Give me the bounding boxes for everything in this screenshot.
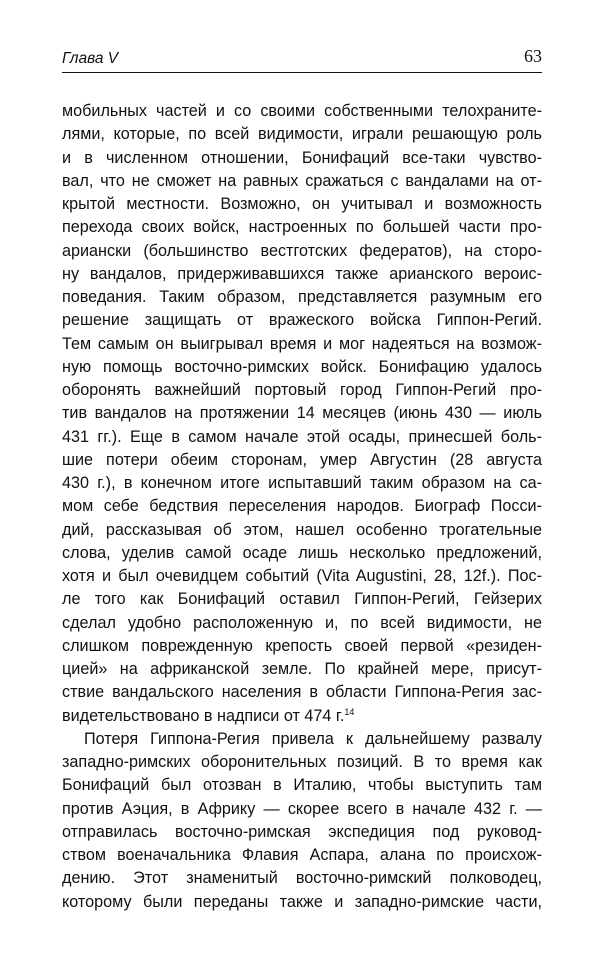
text-line: ством военачальника Флавия Аспара, алана по происхож- xyxy=(62,846,542,864)
paragraph-2 xyxy=(62,728,542,914)
text-line-first: Потеря Гиппона-Регия привела к дальнейшему развалу xyxy=(84,729,542,748)
page-number: 63 xyxy=(524,46,542,66)
text-line: мобильных частей и со своими собственными телохраните- xyxy=(62,102,542,120)
text-line: ную помощь восточно-римских войск. Бонифацию удалось xyxy=(62,357,542,376)
text-line: слова, уделив самой осаде лишь несколько предложений, xyxy=(62,543,542,562)
text-line: дению. Этот знаменитый восточно-римский полководец, xyxy=(62,869,542,888)
text-fragment: видетельствовано в надписи от 474 г. xyxy=(62,706,345,725)
header-rule xyxy=(62,72,542,73)
text-line: оборонять важнейший портовый город Гиппон-Регий про- xyxy=(62,381,542,399)
text-line: крытой местности. Возможно, он учитывал и возможность xyxy=(62,195,542,213)
text-line: шие потери обеим сторонам, умер Августин (28 августа xyxy=(62,450,542,469)
running-head: Глава V xyxy=(62,50,119,67)
text-line: и в численном отношении, Бонифаций все-таки чувство- xyxy=(62,148,542,167)
text-line: ствие вандальского населения в области Гиппона-Регия зас- xyxy=(62,683,542,702)
text-line: ле того как Бонифаций оставил Гиппон-Регий, Гейзерих xyxy=(62,590,542,609)
text-line: вал, что не сможет на равных сражаться с вандалами на от- xyxy=(62,171,542,190)
text-line: ариански (большинство вестготских федератов), на сторо- xyxy=(62,241,542,260)
text-line: ну вандалов, придерживавшихся также арианского вероис- xyxy=(62,264,542,283)
text-line: западно-римских оборонительных позиций. В то время как xyxy=(62,753,542,771)
text-line: поведания. Таким образом, представляется разумным его xyxy=(62,288,542,306)
text-line: сделал удобно расположенную и, по всей видимости, не xyxy=(62,613,542,632)
text-line: мом себе бедствия переселения народов. Биограф Посси- xyxy=(62,497,542,516)
text-line: перехода своих войск, настроенных по большей части про- xyxy=(62,218,542,237)
text-line: которому были переданы также и западно-римские части, xyxy=(62,892,542,911)
text-line-last xyxy=(62,705,542,728)
footnote-reference: 14 xyxy=(344,706,355,717)
text-line: решение защищать от вражеского войска Гиппон-Регий. xyxy=(62,311,542,330)
page-header xyxy=(62,46,542,72)
text-line: тив вандалов на протяжении 14 месяцев (июнь 430 — июль xyxy=(62,404,542,423)
text-body xyxy=(62,100,542,914)
text-line: цией» на африканской земле. По крайней мере, присут- xyxy=(62,660,542,678)
text-line: Тем самым он выигрывал время и мог надеяться на возмож- xyxy=(62,334,542,353)
text-line: хотя и был очевидцем событий (Vita Augustini, 28, 12f.). Пос- xyxy=(62,567,542,585)
paragraph-1 xyxy=(62,100,542,728)
text-line: слишком поврежденную крепость своей первой «резиден- xyxy=(62,636,542,655)
text-line: Бонифаций был отозван в Италию, чтобы выступить там xyxy=(62,776,542,795)
text-line: лями, которые, по всей видимости, играли решающую роль xyxy=(62,125,542,144)
text-line: 430 г.), в конечном итоге испытавший таким образом на са- xyxy=(62,474,542,492)
text-line: против Аэция, в Африку — скорее всего в начале 432 г. — xyxy=(62,799,542,818)
text-line: дий, рассказывая об этом, нашел особенно трогательные xyxy=(62,520,542,539)
text-line: 431 гг.). Еще в самом начале этой осады, принесшей боль- xyxy=(62,427,542,446)
text-line: отправилась восточно-римская экспедиция под руковод- xyxy=(62,822,542,841)
